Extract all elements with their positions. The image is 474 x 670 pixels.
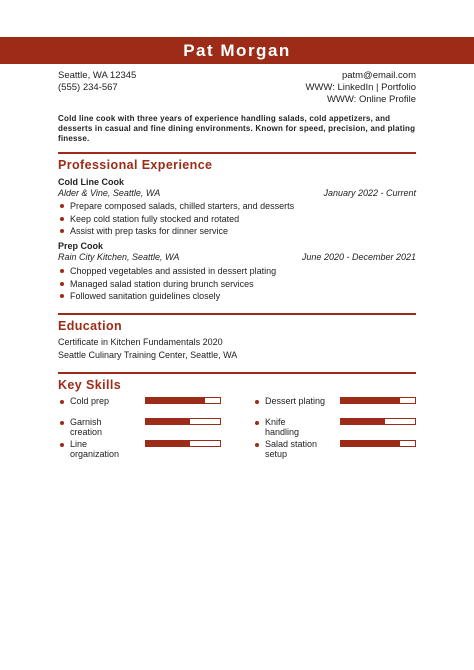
skill-label: Knife handling: [265, 417, 300, 437]
online-profile-link[interactable]: WWW: Online Profile: [326, 94, 416, 105]
skill-bar: [145, 440, 221, 447]
bullet-icon: [60, 400, 64, 404]
bullet-icon: [60, 294, 64, 298]
job-bullets: [58, 265, 418, 303]
bullet-icon: [60, 217, 64, 221]
experience-heading: Professional Experience: [58, 158, 213, 172]
header-bar: [0, 37, 474, 64]
job-meta: [58, 188, 416, 198]
skill-bar-fill: [146, 419, 190, 424]
address: Seattle, WA 12345: [58, 70, 137, 81]
list-item: Keep cold station fully stocked and rotated: [58, 213, 418, 226]
job-dates: January 2022 - Current: [323, 188, 416, 198]
bullet-icon: [255, 443, 259, 447]
skill-bar: [145, 418, 221, 425]
job-bullets: [58, 200, 418, 238]
contact-right: [305, 70, 416, 106]
job-meta: [58, 252, 416, 262]
skill-bar: [340, 397, 416, 404]
contact-left: [58, 70, 136, 94]
candidate-name: Pat Morgan: [183, 40, 291, 60]
skill-bar-fill: [146, 441, 190, 446]
bullet-icon: [60, 204, 64, 208]
list-item: Managed salad station during brunch services: [58, 278, 418, 291]
list-item: Followed sanitation guidelines closely: [58, 290, 418, 303]
bullet-icon: [255, 421, 259, 425]
skill-bar-fill: [341, 398, 400, 403]
skill-bar-fill: [146, 398, 205, 403]
bullet-icon: [60, 443, 64, 447]
bullet-icon: [60, 229, 64, 233]
list-item: Assist with prep tasks for dinner service: [58, 225, 418, 238]
list-item: Prepare composed salads, chilled starters, and desserts: [58, 200, 418, 213]
education-school: Seattle Culinary Training Center, Seattle, WA: [58, 350, 238, 360]
job-dates: June 2020 - December 2021: [301, 252, 416, 262]
bullet-icon: [60, 269, 64, 273]
skill-label: Line organization: [70, 439, 120, 459]
linkedin-portfolio-link[interactable]: WWW: LinkedIn | Portfolio: [305, 82, 416, 93]
section-divider: [58, 152, 416, 154]
skill-bar: [145, 397, 221, 404]
education-certificate: Certificate in Kitchen Fundamentals 2020: [58, 337, 223, 347]
skill-bar-fill: [341, 441, 400, 446]
skill-bar-fill: [341, 419, 385, 424]
section-divider: [58, 372, 416, 374]
education-heading: Education: [58, 319, 123, 333]
job-title: Cold Line Cook: [58, 177, 124, 187]
skill-label: Cold prep: [70, 396, 110, 406]
section-divider: [58, 313, 416, 315]
skills-heading: Key Skills: [58, 378, 122, 392]
bullet-icon: [60, 421, 64, 425]
job-company: Alder & Vine, Seattle, WA: [58, 188, 161, 198]
skill-label: Salad station setup: [265, 439, 318, 459]
skill-label: Garnish creation: [70, 417, 103, 437]
list-item: Chopped vegetables and assisted in dessert plating: [58, 265, 418, 278]
skill-label: Dessert plating: [265, 396, 326, 406]
summary: Cold line cook with three years of experience handling salads, cold appetizers, and desserts in casual and fine dining environments. Known for speed, precision, and plating finesse.: [58, 114, 416, 143]
skill-bar: [340, 418, 416, 425]
phone: (555) 234-567: [58, 82, 118, 93]
skill-bar: [340, 440, 416, 447]
job-title: Prep Cook: [58, 241, 104, 251]
bullet-icon: [60, 282, 64, 286]
bullet-icon: [255, 400, 259, 404]
email-link[interactable]: patm@email.com: [341, 70, 416, 81]
job-company: Rain City Kitchen, Seattle, WA: [58, 252, 180, 262]
